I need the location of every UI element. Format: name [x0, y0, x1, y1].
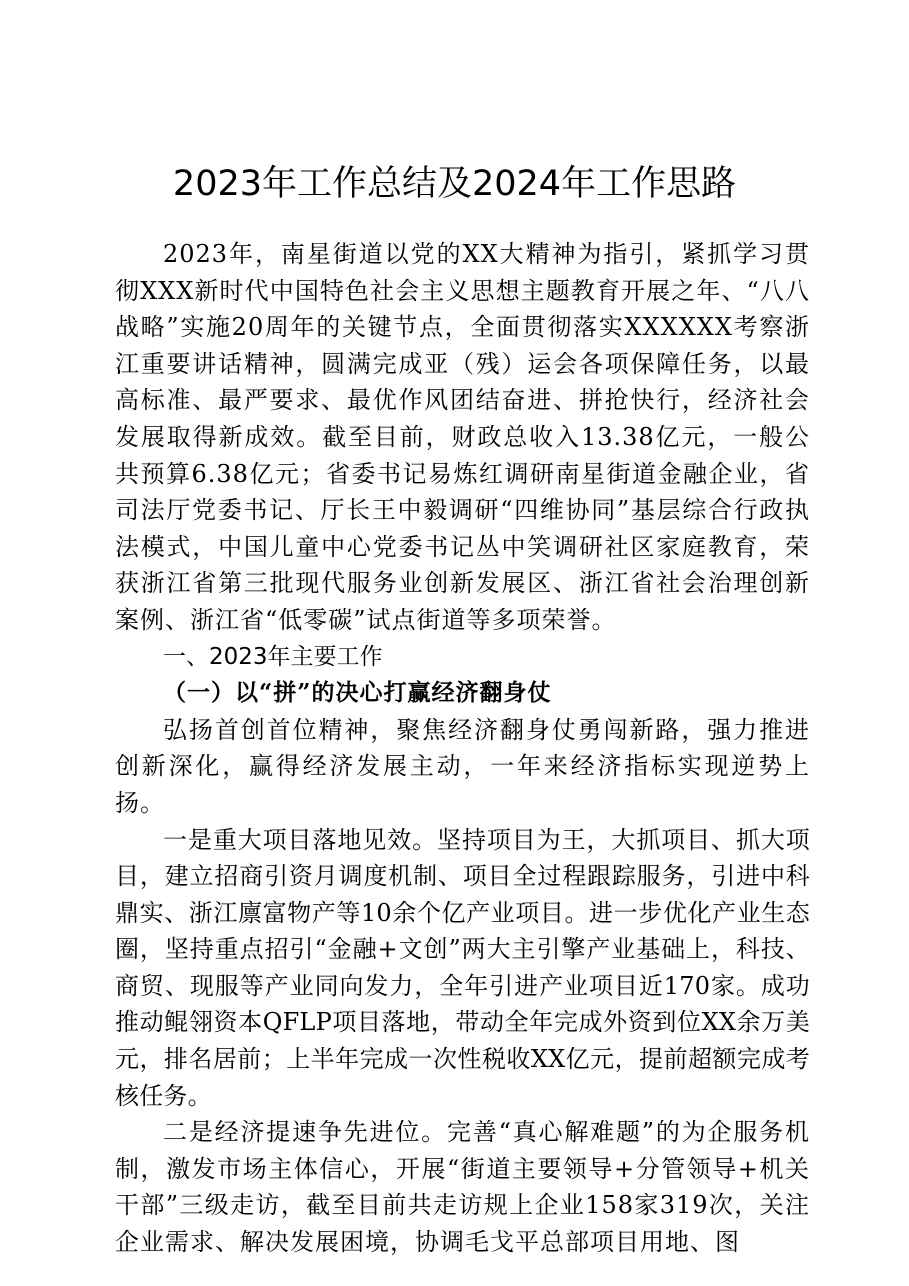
subsection-heading: （一）以“拼”的决心打赢经济翻身仗 — [163, 679, 552, 707]
major-projects-paragraph: 一是重大项目落地见效。坚持项目为王，大抓项目、抓大项目，建立招商引资月调度机制、项目全过程跟踪服务，引进中科鼎实、浙江廪富物产等10余个亿产业项目。进一步优化产业生态圈，坚持重点招引“金融+文创”两大主引擎产业基础上，科技、商贸、现服等产业同向发力，全年引进产业项目近170家。成功推动鲲翎资本QFLP项目落地，带动全年完成外资到位XX余万美元，排名居前；上半年完成一次性税收XX亿元，提前超额完成考核任务。 — [115, 825, 810, 1110]
section-heading: 一、2023年主要工作 — [163, 643, 383, 670]
intro-paragraph: 2023年，南星街道以党的XX大精神为指引，紧抓学习贯彻XXX新时代中国特色社会主义思想主题教育开展之年、“八八战略”实施20周年的关键节点，全面贯彻落实XXXXXX考察浙江重要讲话精神，圆满完成亚（残）运会各项保障任务，以最高标准、最严要求、最优作风团结奋进、拼抢快行，经济社会发展取得新成效。截至目前，财政总收入13.38亿元，一般公共预算6.38亿元；省委书记易炼红调研南星街道金融企业，省司法厅党委书记、厅长王中毅调研“四维协同”基层综合行政执法模式，中国儿童中心党委书记丛中笑调研社区家庭教育，荣获浙江省第三批现代服务业创新发展区、浙江省社会治理创新案例、浙江省“低零碳”试点街道等多项荣誉。 — [115, 240, 810, 634]
document-title: 2023年工作总结及2024年工作思路 — [172, 164, 737, 204]
section-intro-paragraph: 弘扬首创首位精神，聚焦经济翻身仗勇闯新路，强力推进创新深化，赢得经济发展主动，一年来经济指标实现逆势上扬。 — [115, 715, 810, 817]
document-body — [115, 236, 810, 1261]
economy-paragraph: 二是经济提速争先进位。完善“真心解难题”的为企服务机制，激发市场主体信心，开展“街道主要领导+分管领导+机关干部”三级走访，截至目前共走访规上企业158家319次，关注企业需求、解决发展困境，协调毛戈平总部项目用地、图 — [115, 1118, 810, 1257]
